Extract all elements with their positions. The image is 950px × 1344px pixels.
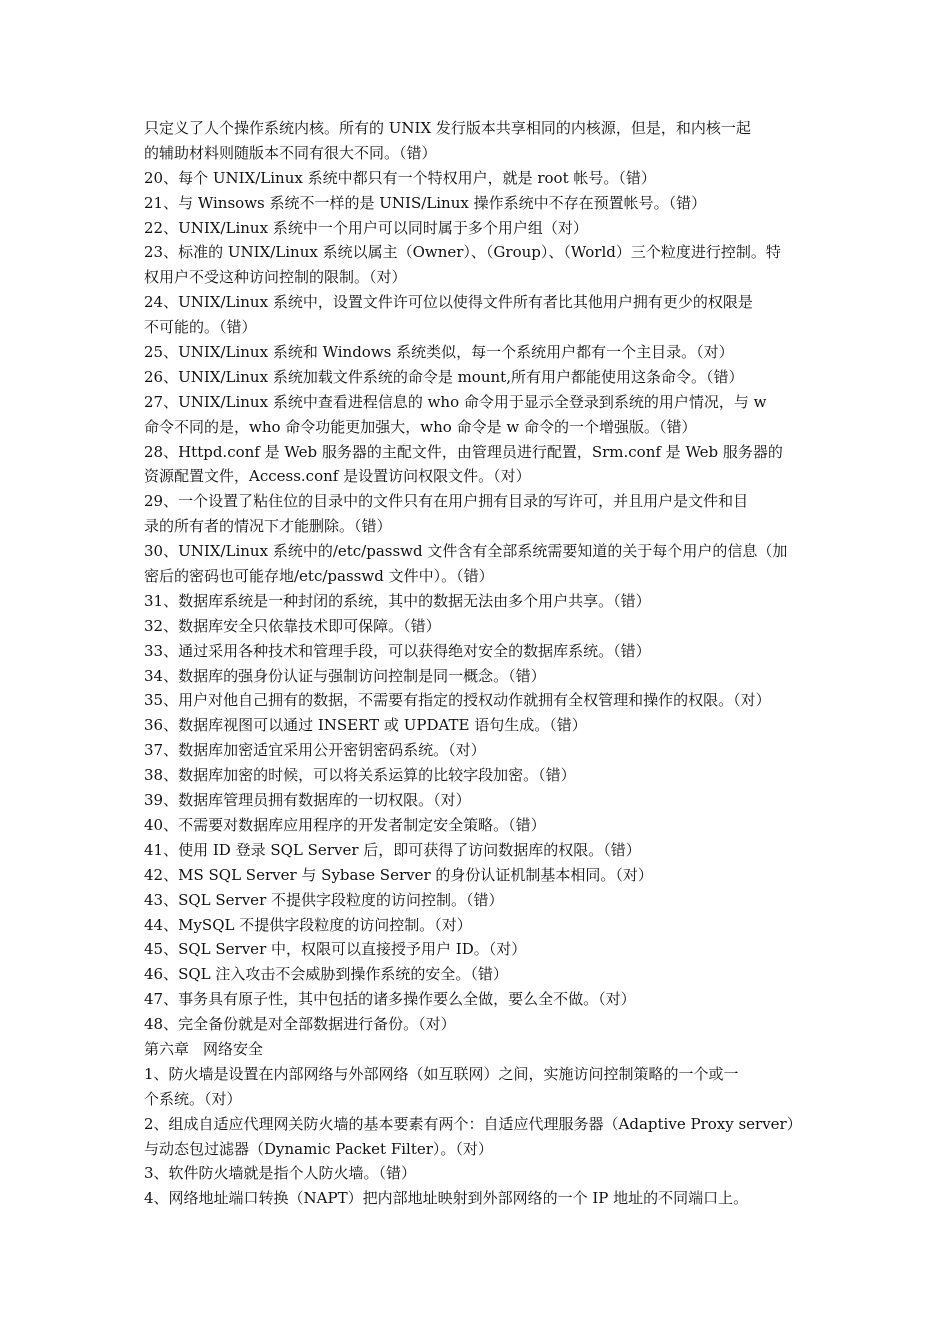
text-line: 25、UNIX/Linux 系统和 Windows 系统类似，每一个系统用户都有一个主目录。（对） (144, 343, 734, 362)
question-list-chapter-six (144, 1062, 810, 1211)
text-line: 42、MS SQL Server 与 Sybase Server 的身份认证机制基本相同。（对） (144, 865, 653, 884)
text-line: 36、数据库视图可以通过 INSERT 或 UPDATE 语句生成。（错） (144, 716, 587, 735)
text-line: 22、UNIX/Linux 系统中一个用户可以同时属于多个用户组（对） (144, 218, 588, 237)
text-line: 只定义了人个操作系统内核。所有的 UNIX 发行版本共享相同的内核源，但是，和内核一起 (144, 119, 751, 137)
text-line: 24、UNIX/Linux 系统中，设置文件许可位以使得文件所有者比其他用户拥有更少的权限是 (144, 293, 753, 312)
text-line: 38、数据库加密的时候，可以将关系运算的比较字段加密。（错） (144, 766, 576, 785)
document-page (144, 116, 810, 1211)
text-line: 48、完全备份就是对全部数据进行备份。（对） (144, 1015, 456, 1034)
text-line: 26、UNIX/Linux 系统加载文件系统的命令是 mount,所有用户都能使用这条命令。（错） (144, 367, 744, 386)
question-list (144, 116, 810, 1037)
text-line: 43、SQL Server 不提供字段粒度的访问控制。（错） (144, 890, 504, 909)
text-line: 40、不需要对数据库应用程序的开发者制定安全策略。（错） (144, 815, 546, 834)
text-line: 21、与 Winsows 系统不一样的是 UNIS/Linux 操作系统中不存在预置帐号。（错） (144, 193, 707, 212)
text-line: 与动态包过滤器（Dynamic Packet Filter）。（对） (144, 1139, 493, 1158)
text-line: 39、数据库管理员拥有数据库的一切权限。（对） (144, 791, 471, 810)
text-line: 23、标准的 UNIX/Linux 系统以属主（Owner）、（Group）、（World）三个粒度进行控制。特 (144, 243, 781, 262)
text-line: 31、数据库系统是一种封闭的系统，其中的数据无法由多个用户共享。（错） (144, 591, 651, 610)
text-line: 47、事务具有原子性，其中包括的诸多操作要么全做，要么全不做。（对） (144, 990, 636, 1009)
chapter-number: 第六章 (144, 1039, 190, 1058)
chapter-heading (144, 1037, 810, 1062)
text-line: 录的所有者的情况下才能删除。（错） (144, 517, 392, 536)
text-line: 37、数据库加密适宜采用公开密钥密码系统。（对） (144, 741, 486, 760)
text-line: 33、通过采用各种技术和管理手段，可以获得绝对安全的数据库系统。（错） (144, 641, 651, 660)
text-line: 32、数据库安全只依靠技术即可保障。（错） (144, 616, 441, 635)
text-line: 41、使用 ID 登录 SQL Server 后，即可获得了访问数据库的权限。（错） (144, 840, 641, 859)
text-line: 28、Httpd.conf 是 Web 服务器的主配文件，由管理员进行配置，Srm.conf 是 Web 服务器的 (144, 442, 783, 461)
text-line: 不可能的。（错） (144, 318, 257, 337)
text-line: 20、每个 UNIX/Linux 系统中都只有一个特权用户，就是 root 帐号。（错） (144, 168, 656, 187)
text-line: 个系统。（对） (144, 1089, 242, 1108)
text-line: 44、MySQL 不提供字段粒度的访问控制。（对） (144, 915, 472, 934)
text-line: 权用户不受这种访问控制的限制。（对） (144, 268, 407, 287)
text-line: 密后的密码也可能存地/etc/passwd 文件中）。（错） (144, 567, 494, 586)
text-line: 4、网络地址端口转换（NAPT）把内部地址映射到外部网络的一个 IP 地址的不同端口上。 (144, 1189, 749, 1208)
text-line: 1、防火墙是设置在内部网络与外部网络（如互联网）之间，实施访问控制策略的一个或一 (144, 1064, 739, 1083)
text-line: 46、SQL 注入攻击不会威胁到操作系统的安全。（错） (144, 965, 508, 984)
text-line: 35、用户对他自己拥有的数据，不需要有指定的授权动作就拥有全权管理和操作的权限。（对） (144, 691, 771, 710)
text-line: 的辅助材料则随版本不同有很大不同。（错） (144, 143, 437, 162)
text-line: 2、组成自适应代理网关防火墙的基本要素有两个：自适应代理服务器（Adaptive Proxy server） (144, 1114, 802, 1133)
chapter-title: 网络安全 (203, 1039, 264, 1058)
text-line: 29、一个设置了粘住位的目录中的文件只有在用户拥有目录的写许可，并且用户是文件和目 (144, 492, 749, 511)
text-line: 34、数据库的强身份认证与强制访问控制是同一概念。（错） (144, 666, 546, 685)
text-line: 命令不同的是，who 命令功能更加强大，who 命令是 w 命令的一个增强版。（错） (144, 417, 697, 436)
text-line: 27、UNIX/Linux 系统中查看进程信息的 who 命令用于显示全登录到系统的用户情况，与 w (144, 392, 767, 411)
text-line: 3、软件防火墙就是指个人防火墙。（错） (144, 1164, 417, 1183)
text-line: 30、UNIX/Linux 系统中的/etc/passwd 文件含有全部系统需要知道的关于每个用户的信息（加 (144, 542, 788, 561)
text-line: 资源配置文件，Access.conf 是设置访问权限文件。（对） (144, 467, 531, 486)
text-line: 45、SQL Server 中，权限可以直接授予用户 ID。（对） (144, 940, 527, 959)
